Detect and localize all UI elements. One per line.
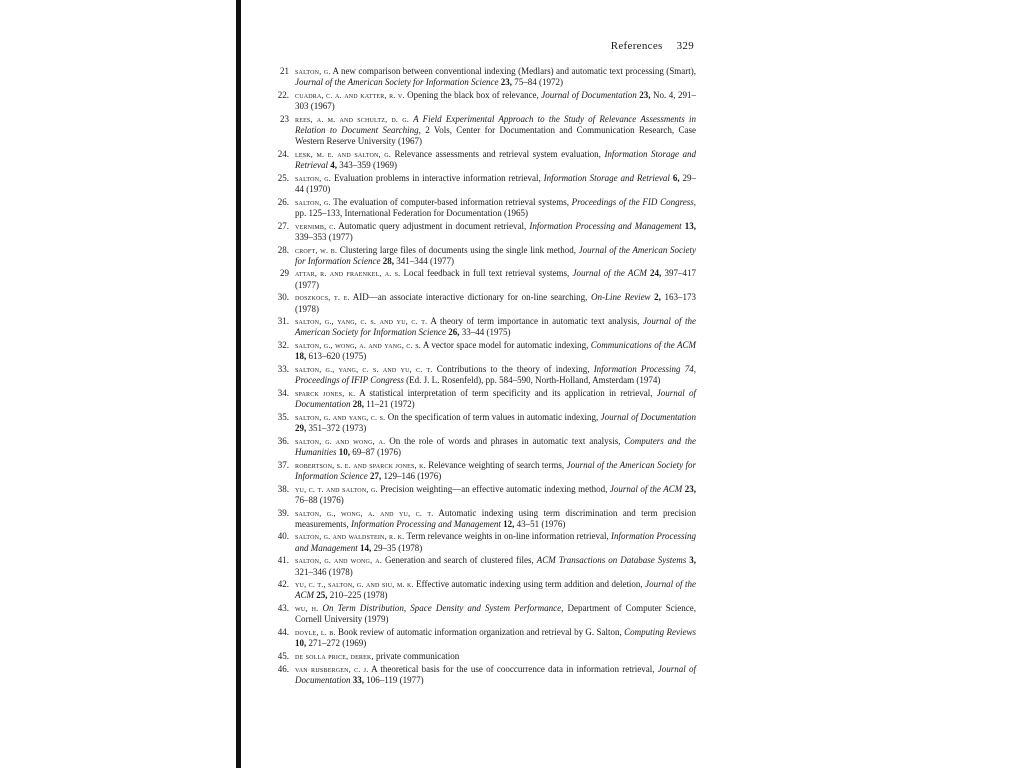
- reference-entry: [268, 412, 696, 434]
- reference-title: Generation and search of clustered files,: [381, 555, 537, 566]
- reference-entry: [268, 531, 696, 553]
- reference-volume: 14,: [357, 542, 372, 553]
- reference-details: 11–21 (1972): [364, 399, 415, 410]
- reference-entry: [268, 340, 696, 362]
- reference-entry: [268, 579, 696, 601]
- reference-entry: [268, 173, 696, 195]
- reference-journal: Journal of Documentation: [295, 663, 697, 685]
- reference-title: AID—an associate interactive dictionary for on-line searching,: [349, 292, 591, 303]
- reference-text: [295, 579, 696, 601]
- reference-authors: salton, g.: [295, 173, 332, 183]
- reference-title: On the role of words and phrases in automatic text analysis,: [385, 435, 625, 446]
- reference-details: 106–119 (1977): [364, 674, 424, 685]
- reference-title: The evaluation of computer-based information retrieval systems,: [330, 196, 572, 207]
- reference-journal: Journal of Documentation: [600, 411, 696, 422]
- reference-volume: 6,: [669, 172, 680, 183]
- reference-entry: [268, 221, 696, 243]
- reference-list: [268, 66, 696, 686]
- reference-text: [295, 245, 696, 267]
- reference-number: 34.: [277, 387, 289, 398]
- reference-text: [295, 316, 696, 338]
- reference-entry: [268, 66, 696, 88]
- reference-volume: 2,: [650, 292, 661, 303]
- reference-details: 76–88 (1976): [295, 494, 344, 505]
- reference-authors: wu, h.: [295, 604, 319, 614]
- reference-journal: Journal of the ACM: [572, 268, 647, 279]
- reference-text: [295, 651, 696, 662]
- reference-text: [295, 664, 696, 686]
- reference-journal: Journal of the American Society for Information Science: [295, 77, 499, 88]
- reference-volume: 13,: [681, 220, 697, 231]
- reference-details: 343–359 (1969): [337, 160, 397, 171]
- reference-text: [295, 460, 696, 482]
- reference-title: Relevance weighting of search terms,: [425, 459, 567, 470]
- reference-journal: Information Storage and Retrieval: [543, 172, 670, 183]
- reference-journal: Computing Reviews: [624, 627, 696, 638]
- reference-entry: [268, 316, 696, 338]
- reference-volume: 4,: [328, 160, 337, 171]
- reference-number: 29: [280, 268, 289, 279]
- reference-details: 339–353 (1977): [295, 231, 353, 242]
- reference-number: 22.: [277, 89, 289, 100]
- reference-number: 44.: [277, 627, 289, 638]
- reference-text: [295, 555, 696, 577]
- reference-title: Automatic query adjustment in document retrieval,: [335, 220, 530, 231]
- reference-journal: On-Line Review: [591, 292, 651, 303]
- reference-details: 210–225 (1978): [327, 590, 388, 601]
- reference-number: 42.: [277, 579, 289, 590]
- reference-authors: salton, g., yang, c. s. and yu, c. t.: [295, 365, 433, 375]
- running-head-title: References: [610, 40, 663, 52]
- reference-authors: salton, g., yang, c. s. and yu, c. t.: [295, 317, 428, 327]
- reference-journal: On Term Distribution, Space Density and System Performance: [322, 603, 562, 614]
- reference-details: 341–344 (1977): [393, 255, 454, 266]
- reference-text: [295, 388, 696, 410]
- reference-authors: sparck jones, k.: [295, 388, 356, 398]
- reference-entry: [268, 245, 696, 267]
- reference-volume: 27,: [367, 470, 382, 481]
- reference-text: [295, 66, 696, 88]
- reference-volume: 23,: [498, 77, 513, 88]
- reference-authors: salton, g. and yang, c. s.: [295, 412, 386, 422]
- reference-authors: lesk, m. e. and salton, g.: [295, 149, 391, 159]
- reference-number: 23: [280, 113, 289, 124]
- reference-details: (Ed. J. L. Rosenfeld), pp. 584–590, North-Holland, Amsterdam (1974): [403, 375, 661, 386]
- reference-number: 33.: [277, 364, 289, 375]
- reference-journal: Communications of the ACM: [590, 340, 696, 351]
- reference-number: 38.: [277, 483, 289, 494]
- reference-details: 397–417 (1977): [295, 268, 696, 290]
- reference-text: [295, 412, 696, 434]
- reference-authors: croft, w. b.: [295, 245, 338, 255]
- reference-journal: Journal of the American Society for Information Science: [295, 316, 697, 338]
- reference-details: , Department of Computer Science, Cornell University (1979): [295, 603, 696, 625]
- reference-journal: Journal of the ACM: [295, 579, 696, 601]
- reference-authors: salton, g. and wong, a.: [295, 436, 386, 446]
- reference-entry: [268, 664, 696, 686]
- reference-number: 37.: [277, 459, 289, 470]
- reference-text: [295, 221, 696, 243]
- reference-entry: [268, 114, 696, 148]
- page-binding-edge: [236, 0, 241, 768]
- reference-entry: [268, 197, 696, 219]
- reference-text: [295, 340, 696, 362]
- reference-authors: cuadra, c. a. and katter, r. v.: [295, 90, 405, 100]
- reference-number: 28.: [277, 244, 289, 255]
- book-page: [268, 40, 696, 688]
- reference-text: [295, 114, 696, 148]
- reference-title: Evaluation problems in interactive information retrieval,: [331, 172, 544, 183]
- reference-details: 613–620 (1975): [306, 351, 367, 362]
- reference-details: 271–272 (1969): [306, 638, 367, 649]
- reference-number: 31.: [277, 316, 289, 327]
- reference-entry: [268, 388, 696, 410]
- reference-number: 43.: [277, 603, 289, 614]
- reference-title: A vector space model for automatic indexing,: [420, 340, 591, 351]
- reference-entry: [268, 436, 696, 458]
- reference-text: [295, 173, 696, 195]
- reference-text: [295, 90, 696, 112]
- reference-number: 32.: [277, 340, 289, 351]
- reference-number: 25.: [277, 172, 289, 183]
- reference-title: Precision weighting—an effective automatic indexing method,: [377, 483, 610, 494]
- reference-journal: Information Processing and Management: [295, 531, 696, 553]
- reference-entry: [268, 292, 696, 314]
- reference-text: [295, 627, 696, 649]
- reference-text: [295, 149, 696, 171]
- reference-number: 24.: [277, 148, 289, 159]
- running-head: [268, 40, 696, 52]
- reference-entry: [268, 149, 696, 171]
- reference-volume: 25,: [314, 590, 328, 601]
- reference-title: Term relevance weights in on-line information retrieval,: [404, 531, 612, 542]
- reference-number: 26.: [277, 196, 289, 207]
- reference-authors: rees, a. m. and schultz, d. g.: [295, 114, 409, 124]
- reference-details: 351–372 (1973): [306, 423, 367, 434]
- reference-volume: 28,: [350, 399, 364, 410]
- reference-journal: ACM Transactions on Database Systems: [536, 555, 687, 566]
- reference-journal: Journal of the ACM: [609, 483, 683, 494]
- reference-number: 46.: [277, 663, 289, 674]
- reference-text: [295, 197, 696, 219]
- reference-details: 75–84 (1972): [512, 77, 564, 88]
- reference-authors: salton, g. and wong, a.: [295, 556, 382, 566]
- reference-entry: [268, 651, 696, 662]
- reference-details: 321–346 (1978): [295, 566, 353, 577]
- reference-text: [295, 268, 696, 290]
- reference-number: 36.: [277, 435, 289, 446]
- reference-volume: 26,: [445, 327, 460, 338]
- reference-number: 39.: [277, 507, 289, 518]
- reference-journal: Information Processing and Management: [529, 220, 682, 231]
- reference-title: Local feedback in full text retrieval systems,: [400, 268, 573, 279]
- reference-volume: 10,: [295, 638, 307, 649]
- reference-title: Clustering large files of documents using the single link method,: [337, 244, 579, 255]
- reference-details: , 2 Vols, Center for Documentation and Communication Research, Case Western Reserve University (1967): [295, 125, 696, 147]
- reference-volume: 10,: [336, 447, 350, 457]
- reference-details: , pp. 125–133, International Federation for Documentation (1965): [295, 196, 696, 218]
- reference-title: On the specification of term values in automatic indexing,: [385, 411, 601, 422]
- reference-volume: 28,: [380, 255, 394, 266]
- reference-entry: [268, 555, 696, 577]
- reference-volume: 12,: [500, 518, 515, 529]
- reference-title: Effective automatic indexing using term addition and deletion,: [413, 579, 646, 590]
- reference-volume: 33,: [350, 674, 364, 685]
- reference-entry: [268, 627, 696, 649]
- reference-details: 129–146 (1976): [381, 470, 442, 481]
- reference-entry: [268, 268, 696, 290]
- reference-details: 69–87 (1976): [350, 447, 401, 457]
- reference-volume: 23,: [636, 89, 651, 100]
- reference-text: [295, 292, 696, 314]
- reference-journal: Proceedings of the FID Congress: [571, 196, 694, 207]
- reference-journal: Journal of Documentation: [295, 387, 696, 410]
- reference-title: Automatic indexing using term discrimination and term precision measurements,: [295, 507, 696, 529]
- reference-number: 40.: [277, 531, 289, 542]
- reference-entry: [268, 90, 696, 112]
- reference-authors: salton, g. and waldstein, r. k.: [295, 532, 405, 542]
- reference-journal: Journal of the American Society for Information Science: [295, 244, 696, 266]
- reference-text: [295, 484, 696, 506]
- reference-authors: van rijsbergen, c. j.: [295, 664, 369, 674]
- reference-journal: Computers and the Humanities: [295, 435, 697, 457]
- reference-title: Book review of automatic information organization and retrieval by G. Salton,: [335, 627, 625, 638]
- reference-details: 33–44 (1975): [459, 327, 511, 338]
- reference-authors: attar, r. and fraenkel, a. s.: [295, 269, 401, 279]
- reference-volume: 18,: [295, 351, 307, 362]
- reference-title: Relevance assessments and retrieval system evaluation,: [390, 148, 605, 159]
- reference-text: [295, 364, 696, 386]
- reference-authors: de solla price, derek,: [295, 651, 374, 661]
- reference-authors: doyle, l. b.: [295, 628, 336, 638]
- reference-text: [295, 603, 696, 625]
- reference-authors: doszkocs, t. e.: [295, 293, 350, 303]
- reference-title: private communication: [373, 650, 460, 661]
- reference-authors: vernimb, c.: [295, 221, 336, 231]
- reference-journal: Journal of Documentation: [541, 89, 637, 100]
- reference-authors: salton, g.: [295, 67, 331, 76]
- reference-number: 41.: [277, 555, 289, 566]
- reference-journal: Journal of the American Society for Information Science: [295, 459, 697, 481]
- reference-authors: yu, c. t., salton, g. and siu, m. k.: [295, 580, 414, 590]
- reference-number: 27.: [277, 220, 289, 231]
- reference-volume: 29,: [295, 423, 307, 434]
- reference-details: 29–35 (1978): [371, 542, 423, 553]
- reference-number: 21: [280, 66, 289, 76]
- reference-details: No. 4, 291–303 (1967): [295, 89, 697, 112]
- reference-text: [295, 508, 696, 530]
- reference-authors: salton, g., wong, a. and yang, c. s.: [295, 341, 421, 351]
- reference-number: 35.: [277, 411, 289, 422]
- reference-title: A new comparison between conventional indexing (Medlars) and automatic text processing (Smart),: [330, 66, 697, 76]
- reference-title: A theoretical basis for the use of cooccurrence data in information retrieval,: [368, 663, 658, 674]
- reference-details: 29–44 (1970): [295, 172, 696, 195]
- reference-entry: [268, 508, 696, 530]
- reference-volume: 24,: [646, 268, 662, 279]
- reference-journal: Information Storage and Retrieval: [295, 148, 697, 171]
- page-number: 329: [676, 40, 694, 52]
- reference-details: 163–173 (1978): [295, 292, 697, 314]
- reference-entry: [268, 460, 696, 482]
- reference-authors: salton, g., wong, a. and yu, c. t.: [295, 508, 434, 518]
- reference-authors: yu, c. t. and salton, g.: [295, 484, 378, 494]
- reference-number: 30.: [277, 292, 289, 303]
- reference-journal: Information Processing and Management: [350, 518, 501, 529]
- reference-volume: 3,: [686, 555, 696, 566]
- reference-volume: 23,: [682, 483, 696, 494]
- reference-entry: [268, 364, 696, 386]
- reference-title: A theory of term importance in automatic text analysis,: [427, 316, 643, 327]
- reference-journal: A Field Experimental Approach to the Study of Relevance Assessments in Relation to Document Searching: [295, 113, 696, 136]
- reference-entry: [268, 484, 696, 506]
- reference-authors: salton, g.: [295, 197, 331, 207]
- reference-authors: robertson, s. e. and sparck jones, k.: [295, 460, 426, 470]
- reference-entry: [268, 603, 696, 625]
- reference-number: 45.: [277, 650, 289, 661]
- reference-journal: Information Processing 74, Proceedings of IFIP Congress: [295, 364, 696, 386]
- reference-details: 43–51 (1976): [514, 518, 566, 529]
- reference-title: Opening the black box of relevance,: [404, 89, 542, 100]
- reference-text: [295, 531, 696, 553]
- reference-text: [295, 436, 696, 458]
- reference-title: A statistical interpretation of term specificity and its application in retrieval,: [355, 387, 657, 398]
- reference-title: Contributions to the theory of indexing,: [432, 364, 594, 375]
